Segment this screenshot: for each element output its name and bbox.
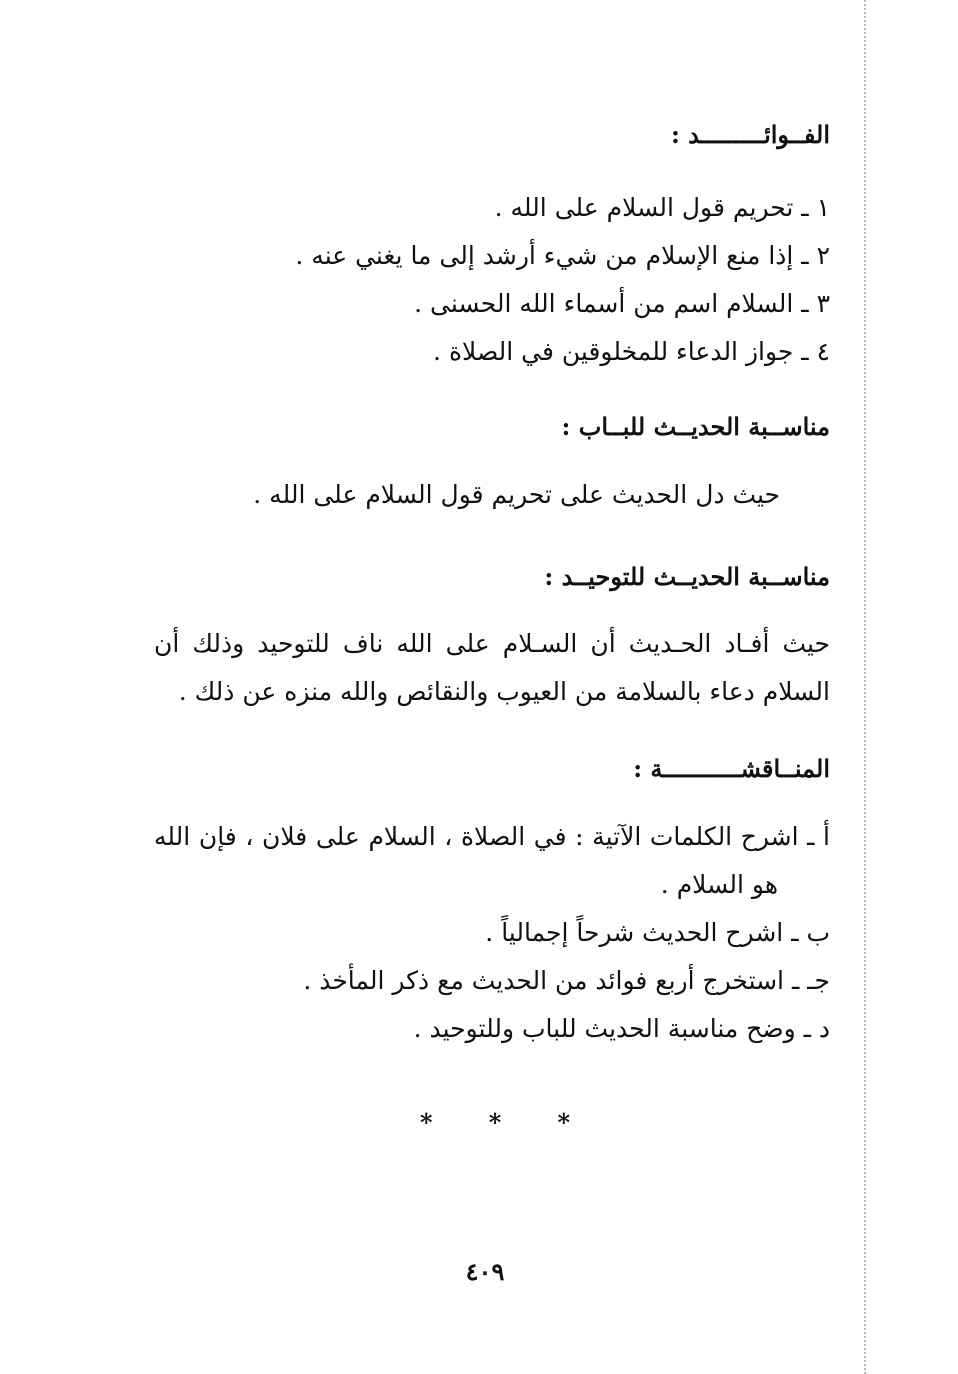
tawhid-relevance-text-line-1: حيث أفـاد الحـديث أن السـلام على الله ناف للتوحيد وذلك أن [154, 629, 830, 658]
benefit-item-2: ٢ ـ إذا منع الإسلام من شيء أرشد إلى ما يغني عنه . [295, 241, 830, 270]
discussion-heading: المنــاقشـــــــــــة : [633, 754, 830, 783]
separator-star-2: * [488, 1108, 502, 1137]
discussion-question-b: ب ـ اشرح الحديث شرحاً إجمالياً . [485, 918, 830, 947]
discussion-question-d: د ـ وضح مناسبة الحديث للباب وللتوحيد . [413, 1014, 830, 1043]
page-number: ٤٠٩ [465, 1257, 505, 1286]
section-separator-stars [420, 1108, 570, 1138]
tawhid-relevance-heading: مناســبة الحديــث للتوحيــد : [544, 562, 830, 591]
separator-star-1: * [557, 1108, 570, 1137]
tawhid-relevance-text-line-2: السلام دعاء بالسلامة من العيوب والنقائص والله منزه عن ذلك . [178, 677, 830, 706]
chapter-relevance-heading: مناســبة الحديــث للبــاب : [561, 412, 830, 441]
separator-star-3: * [420, 1108, 433, 1137]
discussion-question-a: أ ـ اشرح الكلمات الآتية : في الصلاة ، السلام على فلان ، فإن الله [154, 822, 830, 851]
page-edge-dotted-line [864, 0, 866, 1374]
benefits-heading: الفــوائـــــــــد : [670, 120, 830, 149]
benefit-item-4: ٤ ـ جواز الدعاء للمخلوقين في الصلاة . [433, 337, 830, 366]
discussion-question-a-continuation: هو السلام . [660, 870, 778, 899]
benefit-item-1: ١ ـ تحريم قول السلام على الله . [494, 193, 830, 222]
chapter-relevance-text: حيث دل الحديث على تحريم قول السلام على الله . [253, 480, 780, 509]
benefit-item-3: ٣ ـ السلام اسم من أسماء الله الحسنى . [414, 289, 830, 318]
discussion-question-c: جـ ـ استخرج أربع فوائد من الحديث مع ذكر المأخذ . [303, 966, 830, 995]
